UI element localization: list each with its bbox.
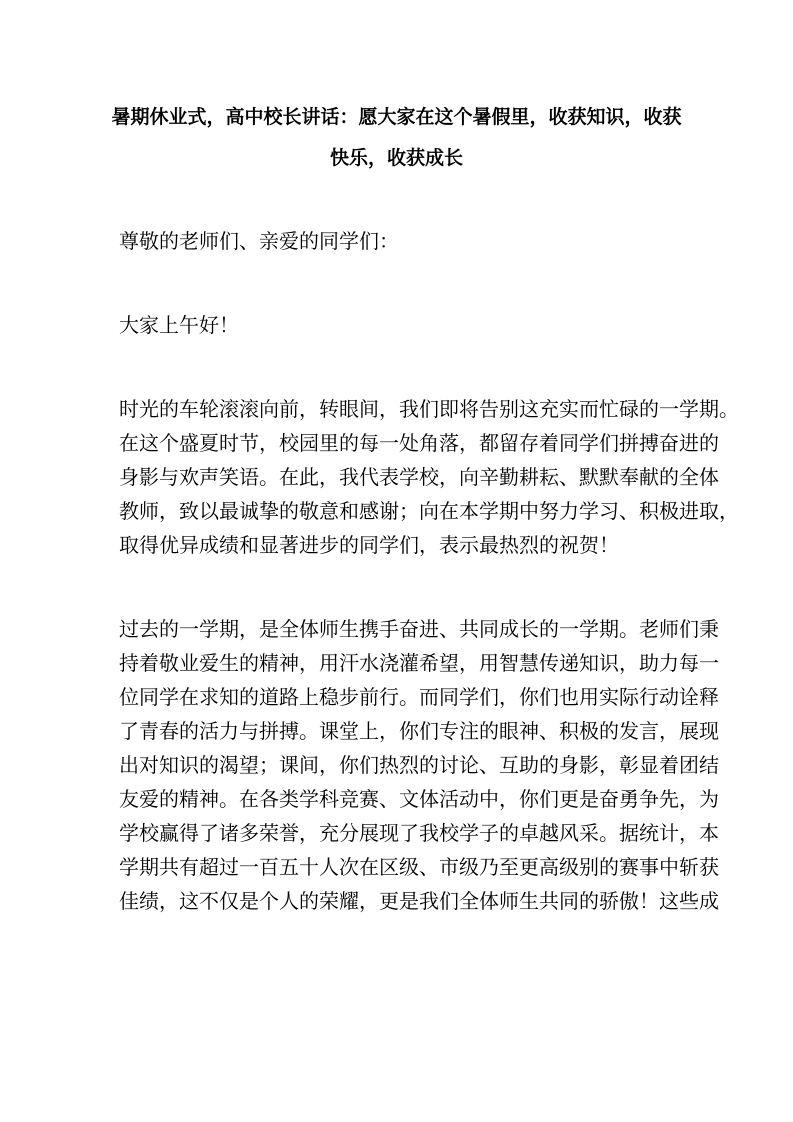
body-paragraph [119,392,739,562]
text-line: 时光的车轮滚滚向前，转眼间，我们即将告别这充实而忙碌的一学期。 [119,397,739,421]
salutation-paragraph [119,224,679,258]
greeting-paragraph [119,308,679,342]
text-line: 身影与欢声笑语。在此，我代表学校，向辛勤耕耘、默默奉献的全体 [119,465,719,489]
title-line: 快乐，收获成长 [329,147,463,169]
text-line: 在这个盛夏时节，校园里的每一处角落，都留存着同学们拼搏奋进的 [119,431,719,455]
text-line: 学校赢得了诸多荣誉，充分展现了我校学子的卓越风采。据统计，本 [119,821,719,845]
text-line: 尊敬的老师们、亲爱的同学们： [119,229,399,253]
text-line: 佳绩，这不仅是个人的荣耀，更是我们全体师生共同的骄傲！这些成 [119,889,719,913]
text-line: 友爱的精神。在各类学科竞赛、文体活动中，你们更是奋勇争先，为 [119,787,719,811]
text-line: 位同学在求知的道路上稳步前行。而同学们，你们也用实际行动诠释 [119,685,719,709]
text-line: 学期共有超过一百五十人次在区级、市级乃至更高级别的赛事中斩获 [119,855,719,879]
body-paragraph [119,612,719,918]
title-line: 暑期休业式，高中校长讲话：愿大家在这个暑假里，收获知识，收获 [111,106,682,128]
text-line: 持着敬业爱生的精神，用汗水浇灌希望，用智慧传递知识，助力每一 [119,651,719,675]
text-line: 了青春的活力与拼搏。课堂上，你们专注的眼神、积极的发言，展现 [119,719,719,743]
text-line: 出对知识的渴望；课间，你们热烈的讨论、互助的身影，彰显着团结 [119,753,719,777]
text-line: 大家上午好！ [119,313,239,337]
text-line: 过去的一学期，是全体师生携手奋进、共同成长的一学期。老师们秉 [119,617,719,641]
text-line: 教师，致以最诚挚的敬意和感谢；向在本学期中努力学习、积极进取， [119,499,739,523]
text-line: 取得优异成绩和显著进步的同学们，表示最热烈的祝贺！ [119,533,619,557]
document-title [110,97,683,179]
document-body [119,224,739,968]
